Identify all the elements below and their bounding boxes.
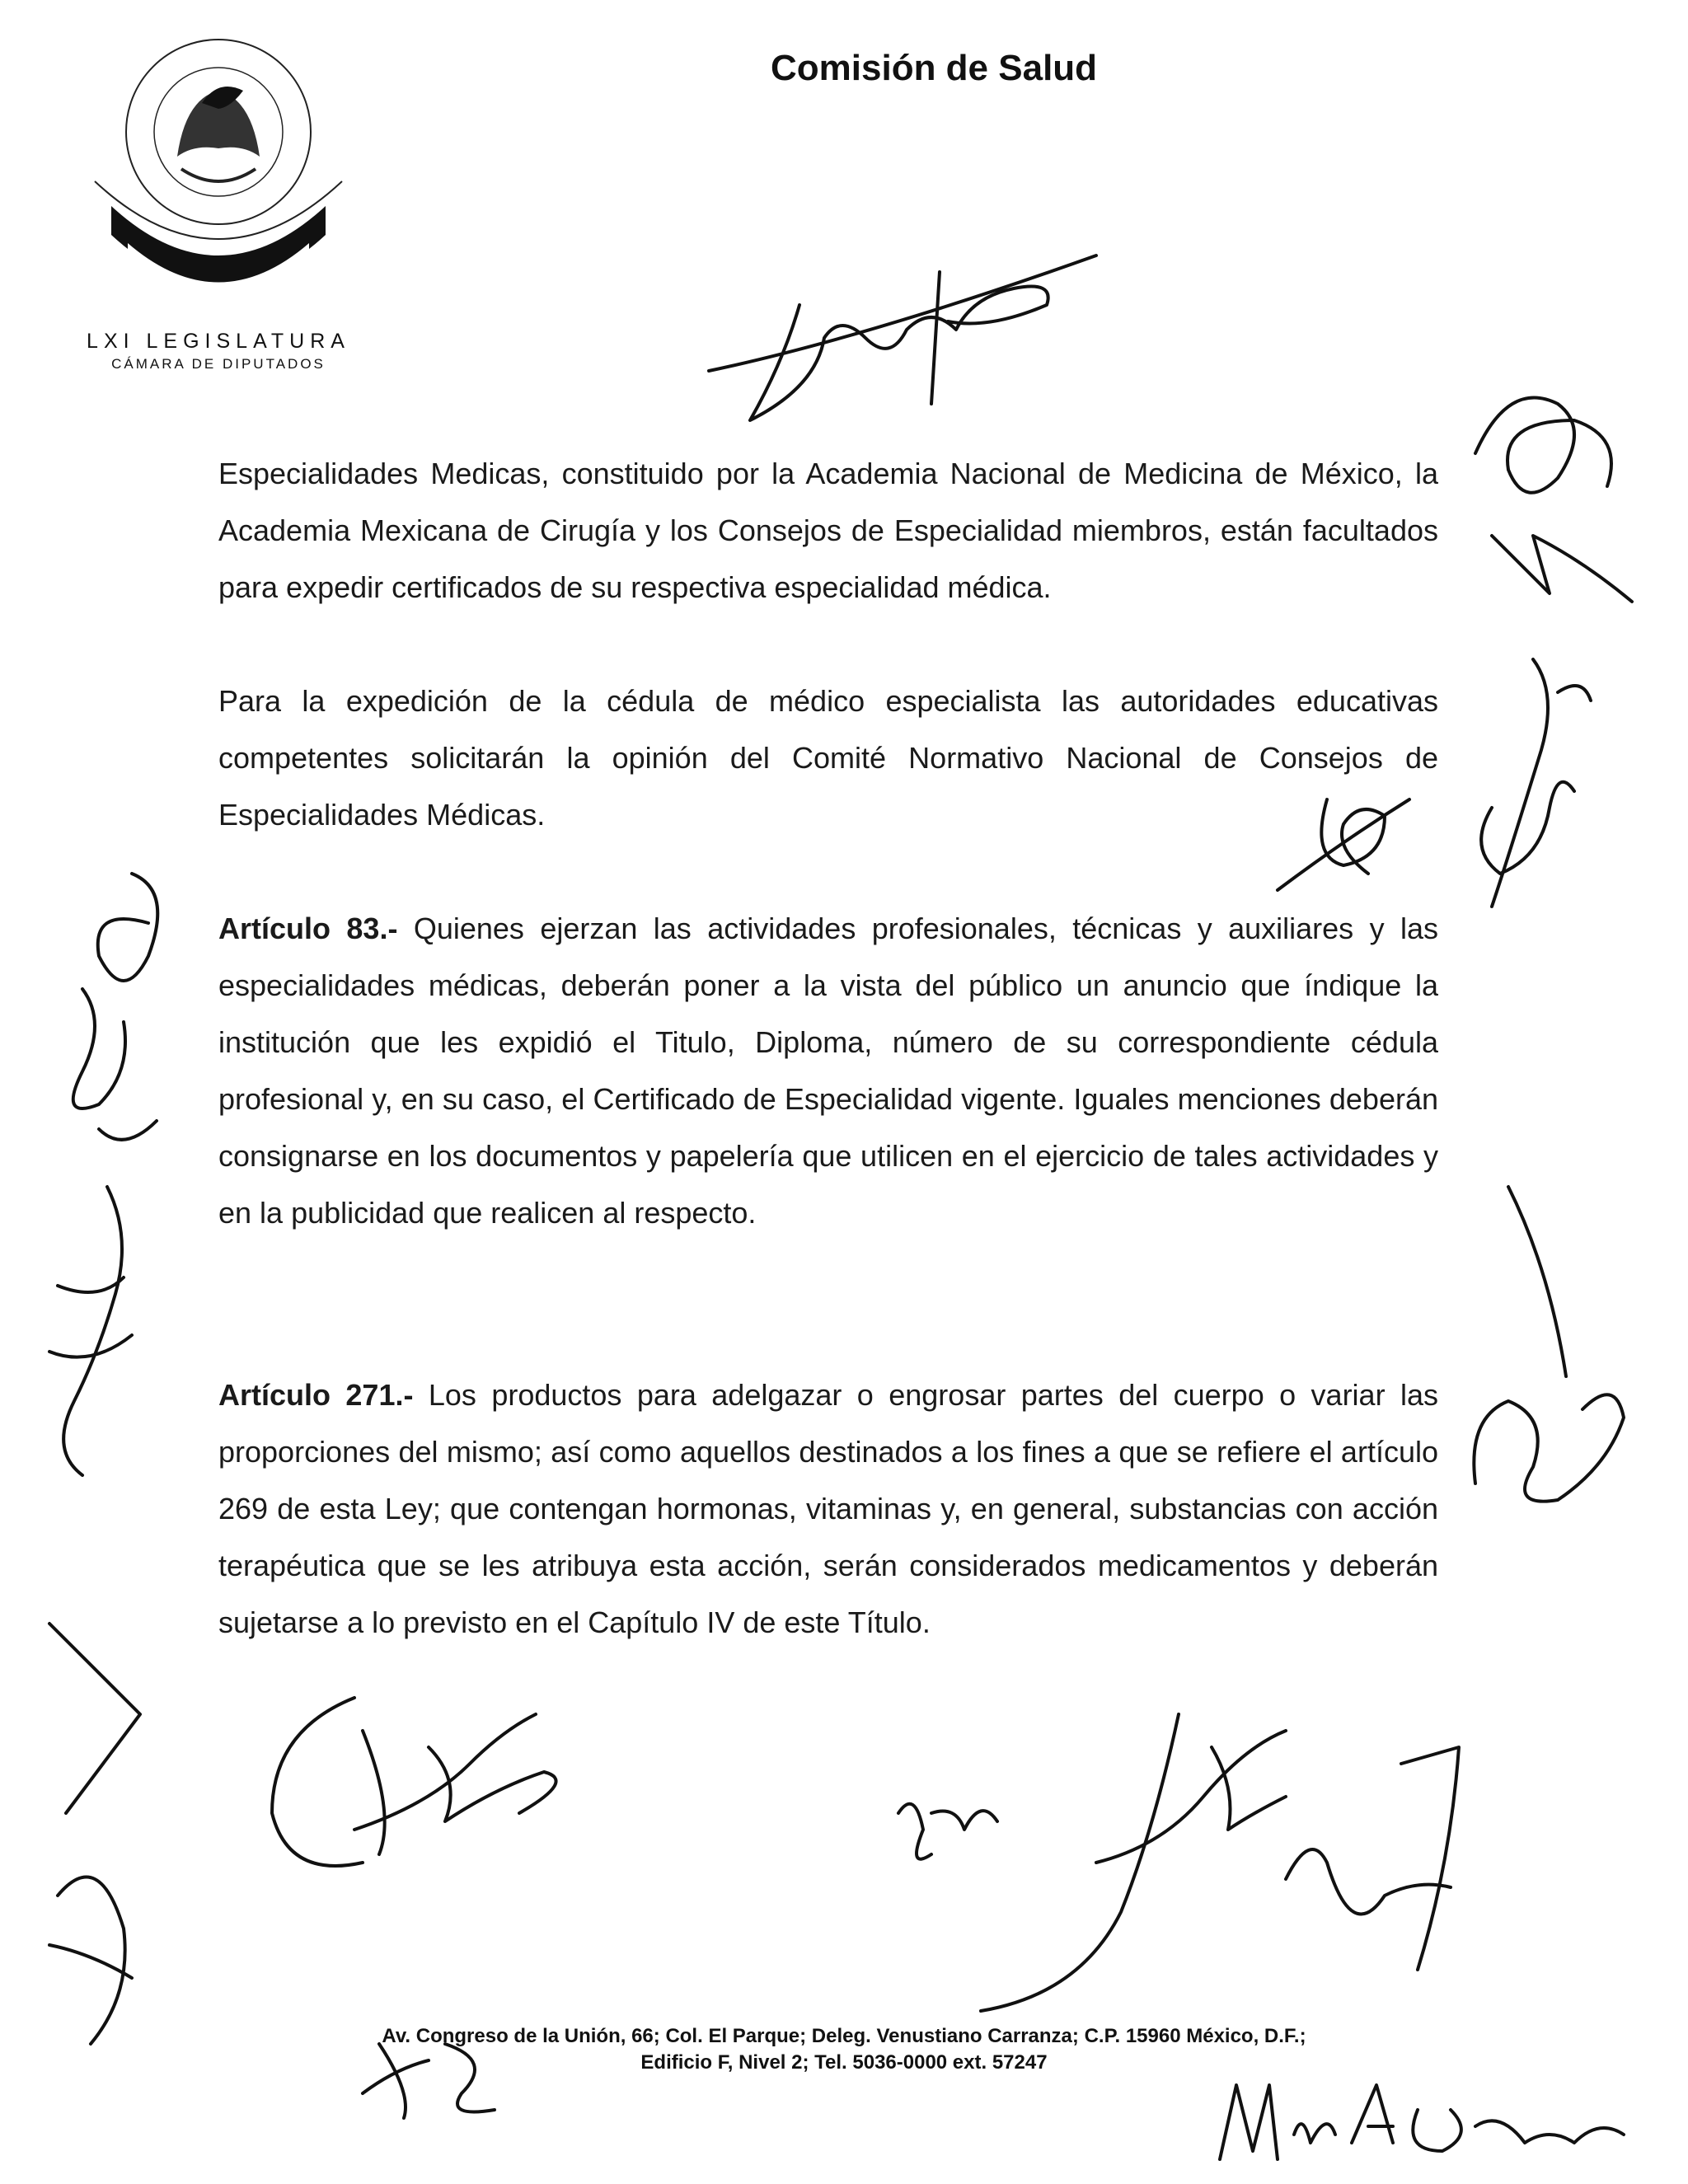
article-271-label: Artículo 271.- — [218, 1378, 414, 1412]
mexico-seal-icon — [78, 33, 359, 330]
signature-bottom-left — [247, 1681, 593, 1896]
signature-right-middle — [1459, 643, 1607, 972]
signature-left-lower — [33, 1599, 157, 2060]
paragraph-cedula: Para la expedición de la cédula de médico especialista las autoridades educativas competentes solicitarán la opinión del Comité Normativo Nacional de Consejos de Especialidades Médicas. — [218, 684, 1438, 832]
article-271 — [218, 1366, 1438, 1651]
signature-handwritten-name — [1212, 2060, 1640, 2176]
signature-bottom-right — [956, 1698, 1475, 2027]
signature-bottom-center-small — [882, 1764, 1006, 1879]
signature-right-top — [1459, 371, 1640, 618]
article-83 — [218, 900, 1438, 1241]
paragraph-especialidades: Especialidades Medicas, constituido por la Academia Nacional de Medicina de México, la Academia Mexicana de Cirugía y los Consejos de Especialidad miembros, están facultados para expedir certificados de su respectiva especialidad médica. — [218, 457, 1438, 604]
article-83-text: Quienes ejerzan las actividades profesionales, técnicas y auxiliares y las especialidades médicas, deberán poner a la vista del público un anuncio que índique la institución que les expidió el Titulo, Diploma, número de su correspondiente cédula profesional y, en su caso, el Certificado de Especialidad vigente. Iguales menciones deberán consignarse en los documentos y papelería que utilicen en el ejercicio de tales actividades y en la publicidad que realicen al respecto. — [218, 912, 1438, 1230]
legislature-logo — [78, 33, 359, 371]
signature-left-middle — [33, 1170, 148, 1483]
footer-address — [0, 2023, 1688, 2076]
article-83-label: Artículo 83.- — [218, 912, 398, 945]
article-271-text: Los productos para adelgazar o engrosar partes del cuerpo o variar las proporciones del mismo; así como aquellos destinados a los fines a que se refiere el artículo 269 de esta Ley; que contengan hormonas, vitaminas y, en general, substancias con acción terapéutica que se les atribuya esta acción, serán considerados medicamentos y deberán sujetarse a lo previsto en el Capítulo IV de este Título. — [218, 1378, 1438, 1639]
footer-line-2: Edificio F, Nivel 2; Tel. 5036-0000 ext. 57247 — [640, 2051, 1048, 2074]
footer-line-1: Av. Congreso de la Unión, 66; Col. El Parque; Deleg. Venustiano Carranza; C.P. 15960 México, D.F.; — [382, 2025, 1306, 2047]
signature-left-top — [33, 857, 181, 1187]
signature-right-lower — [1459, 1170, 1640, 1516]
page-title: Comisión de Salud — [771, 48, 1098, 88]
signature-top-center — [701, 239, 1113, 429]
logo-legislatura-text: LXI LEGISLATURA — [87, 330, 350, 353]
logo-camara-text: CÁMARA DE DIPUTADOS — [111, 356, 326, 372]
